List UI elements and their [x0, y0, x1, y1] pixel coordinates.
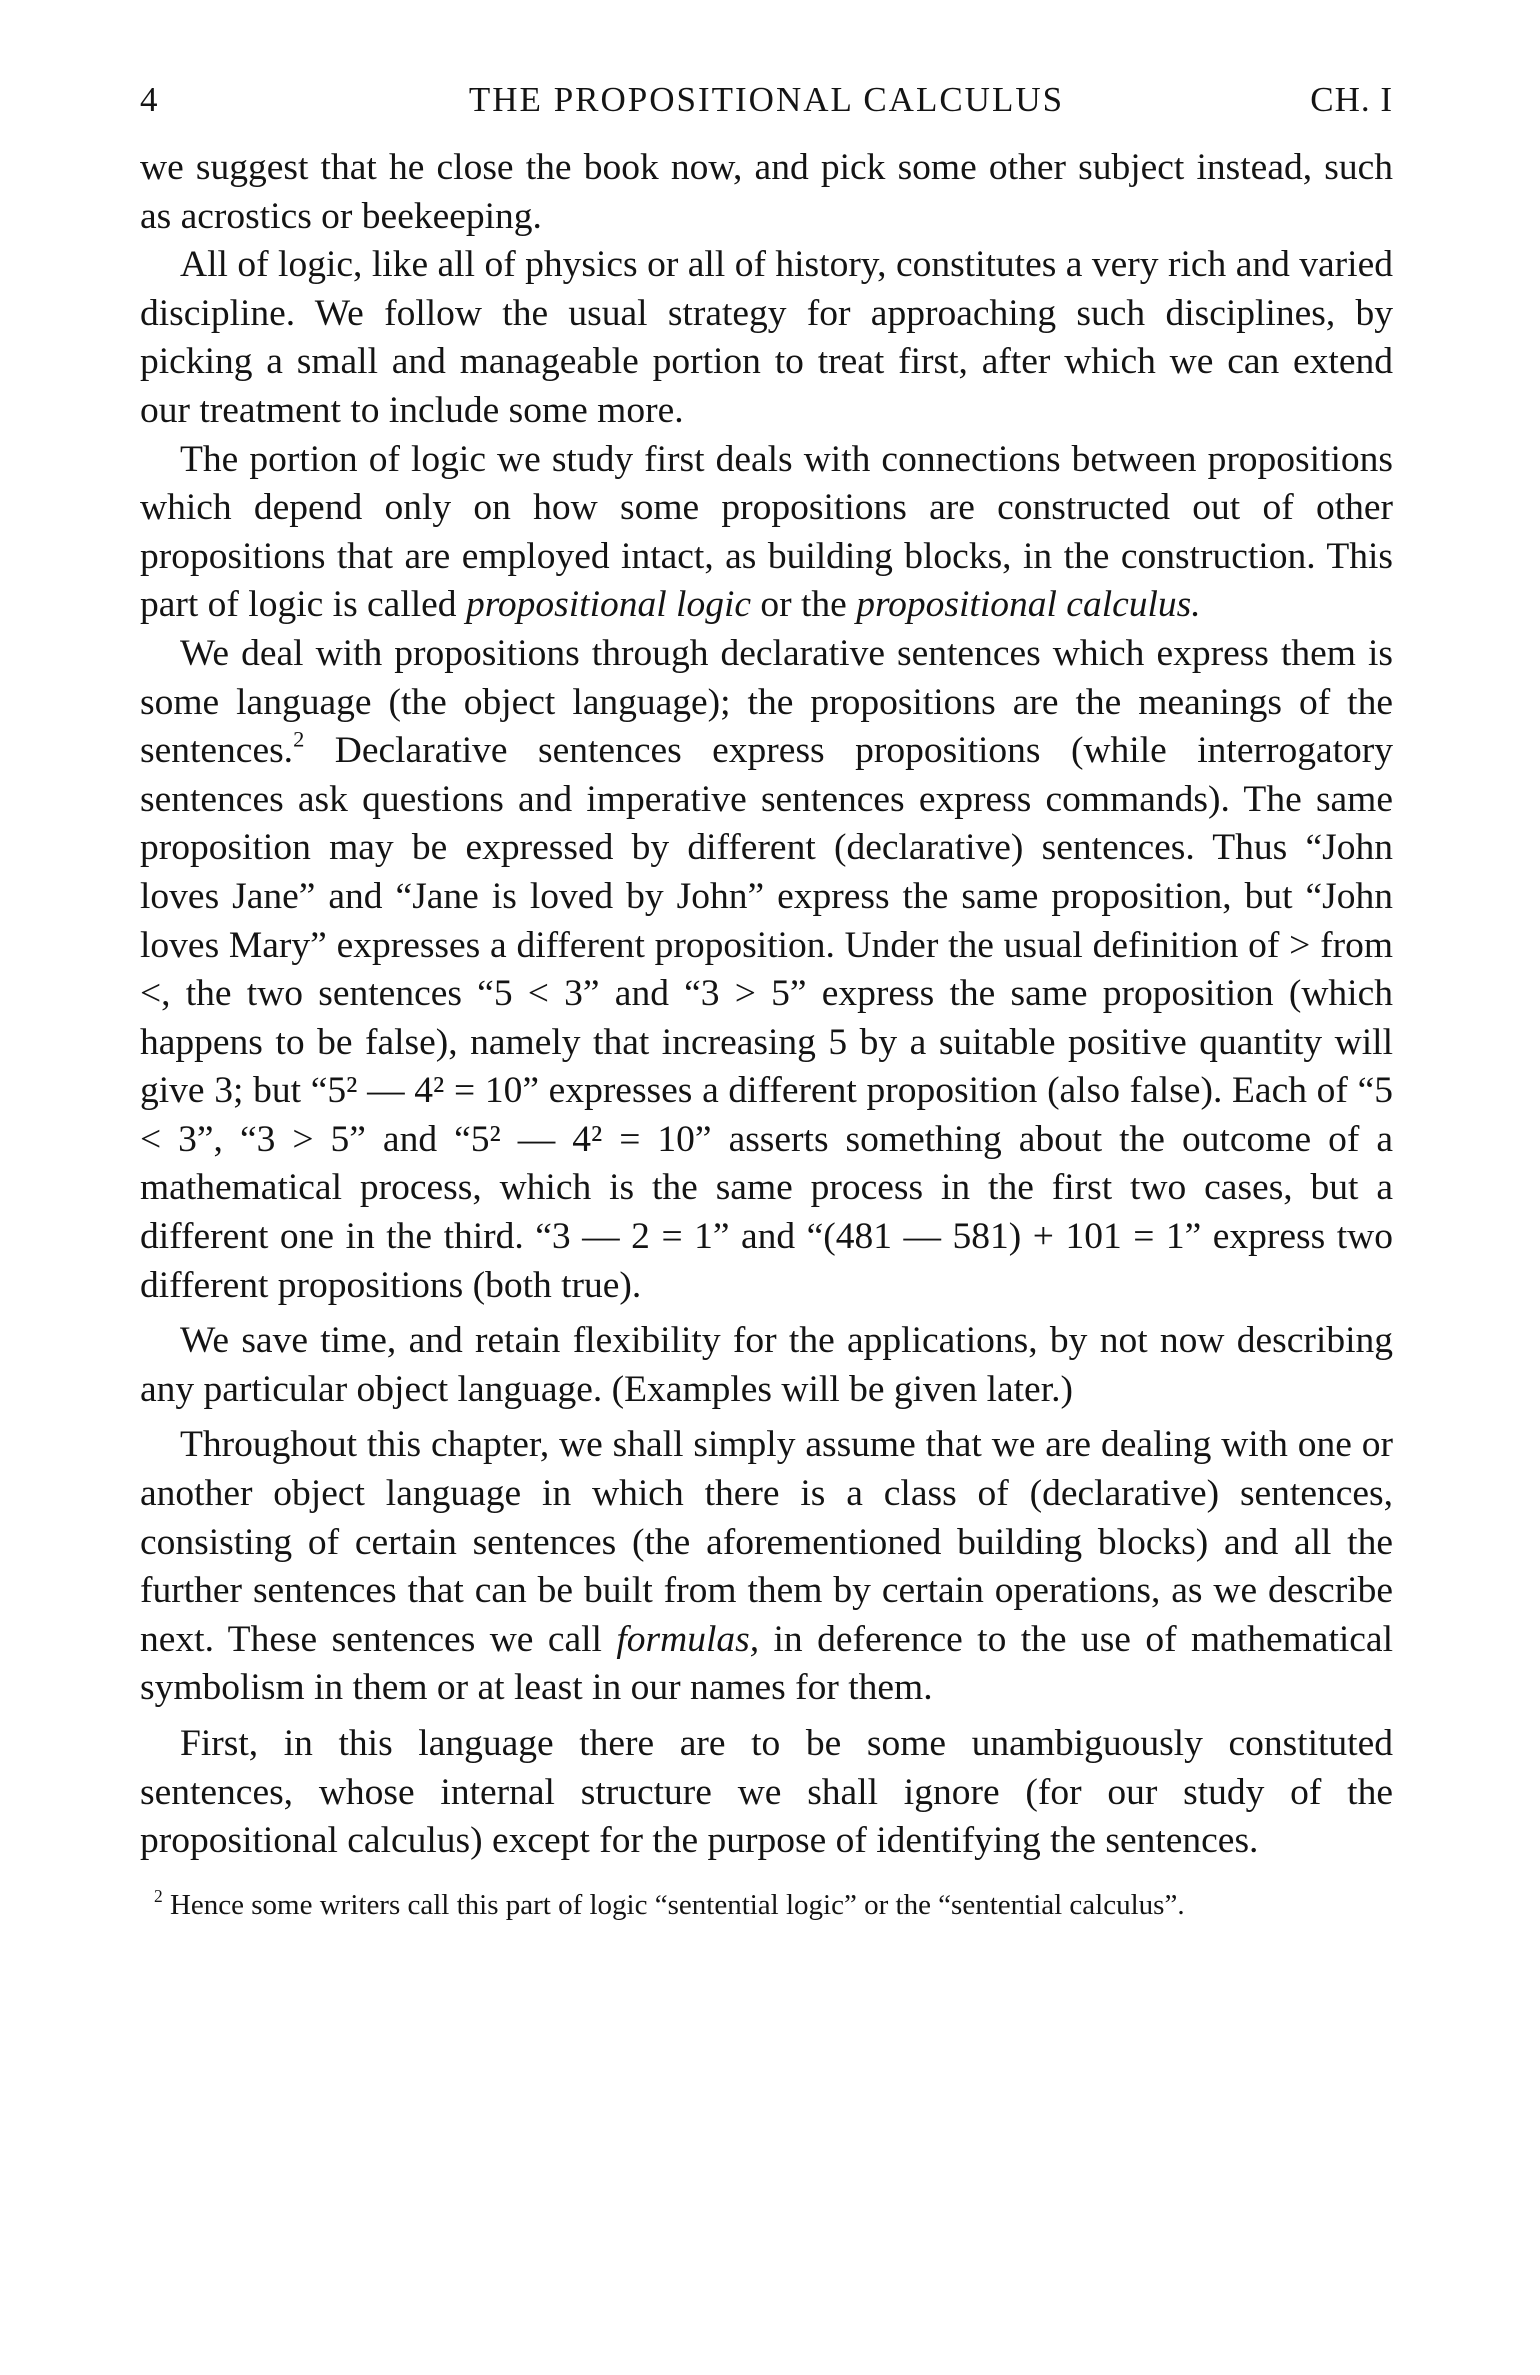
- footnote-reference: 2: [293, 726, 305, 752]
- page-number: 4: [140, 80, 159, 119]
- paragraph-text: Declarative sentences express propositions (while interrogatory sentences ask questions and imperative sentences express commands). The same proposition may be expressed by different (declarative) sentences. Thus “John loves Jane” and “Jane is loved by John” express the same proposition, but “John loves Mary” expresses a different proposition. Under the usual definition of > from <, the two sentences “5 < 3” and “3 > 5” express the same proposition (which happens to be false), namely that increasing 5 by a suitable positive quantity will give 3; but “5² — 4² = 10” expresses a different proposition (also false). Each of “5 < 3”, “3 > 5” and “5² — 4² = 10” asserts something about the outcome of a mathematical process, which is the same process in the first two cases, but a different one in the third. “3 — 2 = 1” and “(481 — 581) + 101 = 1” express two different propositions (both true).: [140, 730, 1393, 1306]
- italic-term: propositional logic: [465, 584, 752, 626]
- paragraph: First, in this language there are to be some unambiguously constituted sentences, whose internal structure we shall ignore (for our study of the propositional calculus) except for the purpose of identifying the sentences.: [140, 1723, 1393, 1862]
- running-title: THE PROPOSITIONAL CALCULUS: [468, 80, 1065, 119]
- paragraph-continued: we suggest that he close the book now, and pick some other subject instead, such as acrostics or beekeeping.: [140, 147, 1393, 237]
- footnote: [140, 1886, 1393, 1924]
- italic-term: formulas,: [616, 1618, 760, 1660]
- paragraph: [140, 630, 1393, 1310]
- book-page: [140, 70, 1393, 1924]
- paragraph-text: or the: [751, 584, 857, 626]
- paragraph-text: in deference to the use of mathematical symbolism in them or at least in our names for them.: [140, 1618, 1393, 1709]
- body-text: [140, 144, 1393, 1866]
- paragraph: We save time, and retain flexibility for the applications, by not now describing any particular object language. (Examples will be given later.): [140, 1320, 1393, 1410]
- footnote-mark: 2: [154, 1885, 163, 1906]
- paragraph-text: We deal with propositions through declarative sentences which express them is some language (the object language); the propositions are the meanings of the sentences.: [140, 632, 1393, 772]
- chapter-label: CH. I: [1310, 80, 1393, 119]
- paragraph-text: Throughout this chapter, we shall simply assume that we are dealing with one or another object language in which there is a class of (declarative) sentences, consisting of certain sentences (the aforementioned building blocks) and all the further sentences that can be built from them by certain operations, as we describe next. These sentences we call: [140, 1424, 1393, 1660]
- paragraph-text: The portion of logic we study first deals with connections between propositions which depend only on how some propositions are constructed out of other propositions that are employed intact, as building blocks, in the construction. This part of logic is called: [140, 438, 1393, 626]
- running-head: [140, 70, 1393, 130]
- paragraph: [140, 436, 1393, 630]
- footnote-text: Hence some writers call this part of logic “sentential logic” or the “sentential calculus”.: [162, 1888, 1185, 1921]
- paragraph: [140, 1421, 1393, 1713]
- italic-term: propositional calculus.: [856, 584, 1201, 626]
- paragraph: All of logic, like all of physics or all of history, constitutes a very rich and varied discipline. We follow the usual strategy for approaching such disciplines, by picking a small and manageable portion to treat first, after which we can extend our treatment to include some more.: [140, 244, 1393, 431]
